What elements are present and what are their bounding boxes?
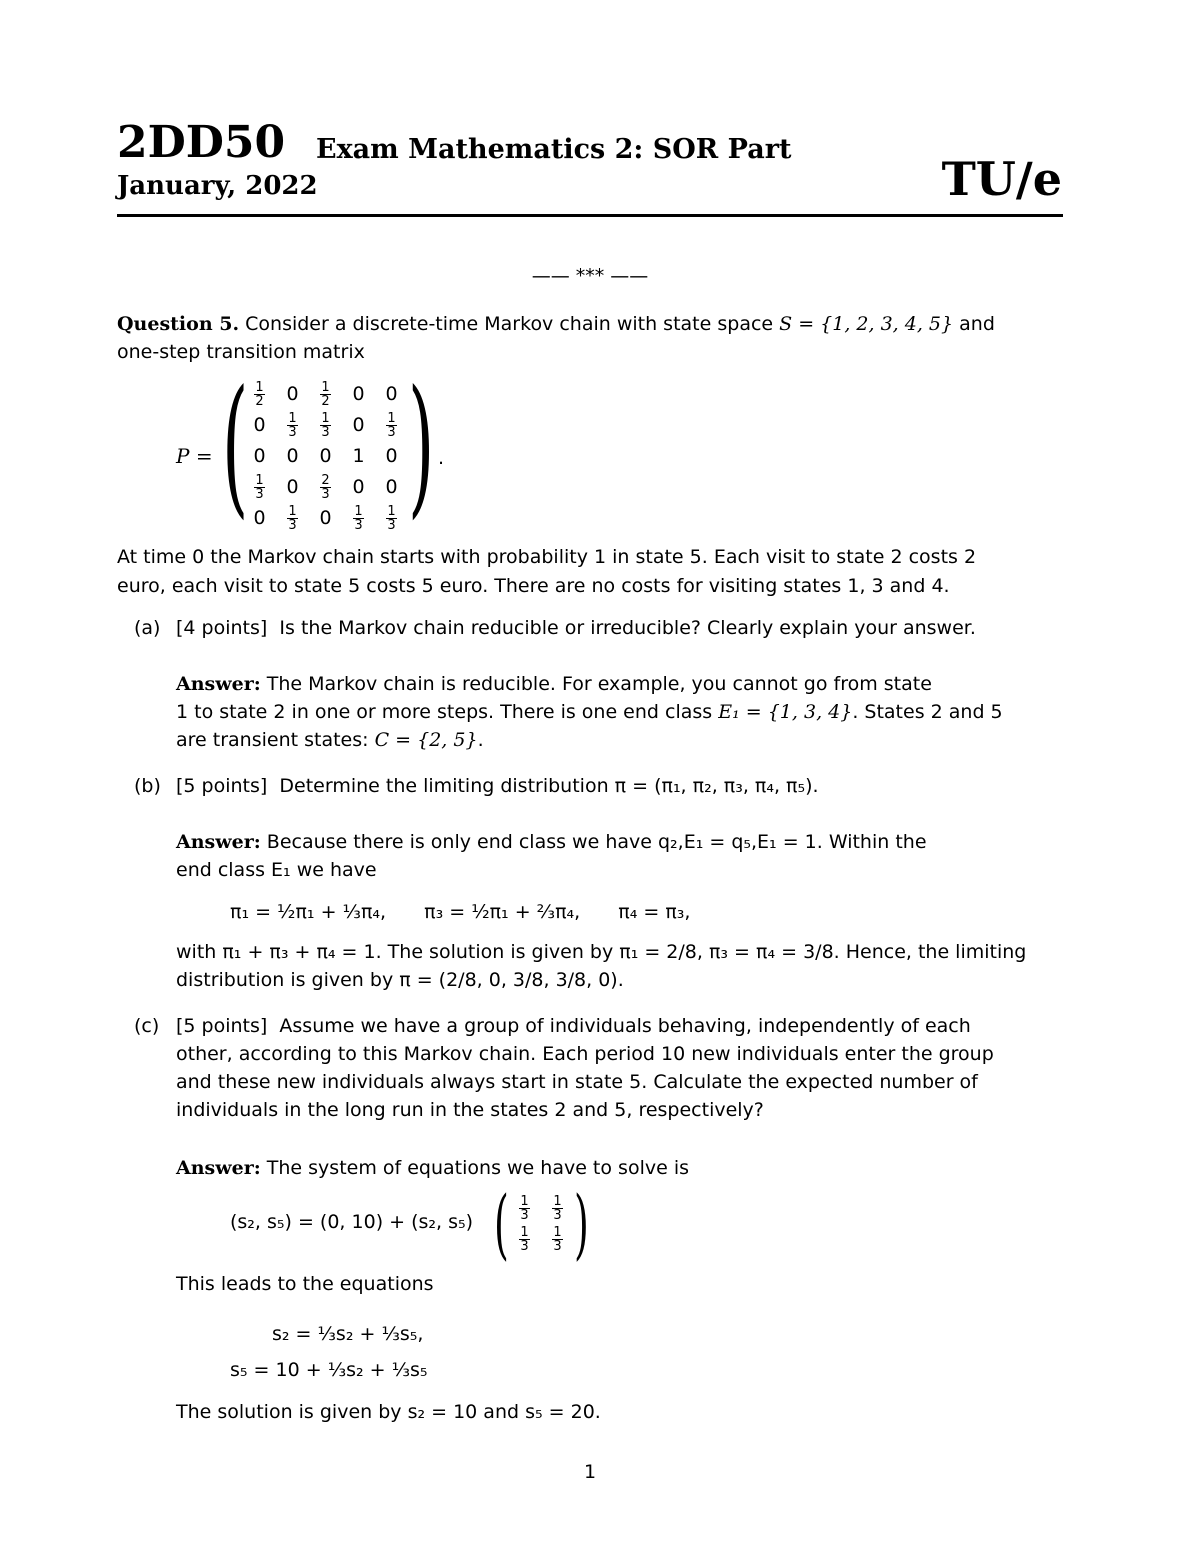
- part-c-label: (c): [134, 1015, 160, 1037]
- part-b-answer-text-1: Because there is only end class we have q₂,E₁ = q₅,E₁ = 1. Within the: [266, 831, 927, 853]
- system-matrix-cell: [541, 1192, 574, 1223]
- matrix-cell: 0: [286, 475, 299, 498]
- part-c-answer-1: [176, 1154, 689, 1182]
- matrix-cell: [309, 378, 342, 409]
- matrix-row: [243, 440, 408, 471]
- state-space: S = {1, 2, 3, 4, 5}: [779, 313, 954, 335]
- tue-logo: TU/e: [941, 152, 1062, 206]
- matrix-row: [243, 471, 408, 502]
- question-label: Question 5.: [117, 313, 240, 335]
- matrix-cell: 0: [286, 444, 299, 467]
- matrix-cell: [375, 502, 408, 533]
- matrix-cell: [309, 409, 342, 440]
- s2-equation: s₂ = ⅓s₂ + ⅓s₅,: [272, 1323, 424, 1345]
- fraction: $\frac{1}{3}$: [553, 1224, 562, 1254]
- matrix-cell: 0: [253, 506, 266, 529]
- fraction: $\frac{1}{3}$: [255, 472, 264, 502]
- matrix-cell: 0: [385, 382, 398, 405]
- matrix-name: P =: [176, 444, 213, 468]
- part-c-answer-text-1: The system of equations we have to solve is: [266, 1157, 690, 1179]
- matrix-cell: 0: [319, 506, 332, 529]
- system-lhs: (s₂, s₅) = (0, 10) + (s₂, s₅): [230, 1211, 474, 1233]
- context-line-1: At time 0 the Markov chain starts with probability 1 in state 5. Each visit to state 2 costs 2: [117, 546, 977, 568]
- system-matrix-cell: [541, 1223, 574, 1254]
- part-b-answer-label: Answer:: [176, 831, 261, 853]
- pi3-equation: π₃ = ½π₁ + ⅔π₄,: [424, 901, 581, 923]
- part-c-question-2: other, according to this Markov chain. Each period 10 new individuals enter the group: [176, 1043, 994, 1065]
- matrix-cell: 1: [352, 444, 365, 467]
- part-b-answer-2: end class E₁ we have: [176, 859, 377, 881]
- part-a-answer-text-3c: .: [477, 729, 484, 751]
- part-c-points: [5 points]: [176, 1015, 268, 1037]
- part-a-label: (a): [134, 617, 161, 639]
- matrix-left-paren: (: [222, 359, 249, 533]
- part-a-answer-text-2c: . States 2 and 5: [852, 701, 1003, 723]
- part-b-answer-4: distribution is given by π = (2/8, 0, 3/8, 3/8, 0).: [176, 969, 624, 991]
- fraction: $\frac{1}{3}$: [387, 503, 396, 533]
- part-a-question: [176, 614, 1063, 642]
- part-c-answer-3: The solution is given by s₂ = 10 and s₅ = 20.: [176, 1401, 601, 1423]
- part-c-answer-2: This leads to the equations: [176, 1273, 434, 1295]
- part-c-question-1: [176, 1012, 1063, 1040]
- matrix-row: [243, 409, 408, 440]
- matrix-row: [243, 502, 408, 533]
- fraction: $\frac{1}{3}$: [354, 503, 363, 533]
- part-a-answer-2: [176, 698, 1063, 726]
- fraction: $\frac{1}{3}$: [520, 1193, 529, 1223]
- fraction: $\frac{1}{2}$: [321, 379, 330, 409]
- part-c-question-3: and these new individuals always start in state 5. Calculate the expected number of: [176, 1071, 978, 1093]
- matrix-cell: [243, 471, 276, 502]
- matrix-cell: 0: [352, 475, 365, 498]
- matrix-row: [508, 1192, 574, 1223]
- s5-equation: s₅ = 10 + ⅓s₂ + ⅓s₅: [230, 1359, 428, 1381]
- matrix-cell: 0: [253, 413, 266, 436]
- part-a-text: Is the Markov chain reducible or irreducible? Clearly explain your answer.: [279, 617, 976, 639]
- matrix-cell: [243, 378, 276, 409]
- pi1-equation: π₁ = ½π₁ + ⅓π₄,: [230, 901, 387, 923]
- fraction: $\frac{1}{3}$: [520, 1224, 529, 1254]
- fraction: $\frac{1}{3}$: [321, 410, 330, 440]
- pi4-equation: π₄ = π₃,: [618, 901, 691, 923]
- matrix-right-paren: ): [408, 359, 435, 533]
- system-matrix: [508, 1192, 574, 1254]
- part-b-equations: [230, 898, 690, 926]
- exam-title: Exam Mathematics 2: SOR Part: [316, 134, 792, 165]
- part-a-points: [4 points]: [176, 617, 268, 639]
- part-b-question: [176, 772, 819, 800]
- matrix-cell: [375, 409, 408, 440]
- system-matrix-cell: [508, 1223, 541, 1254]
- matrix-end: .: [438, 447, 445, 469]
- matrix-cell: [276, 502, 309, 533]
- fraction: $\frac{1}{2}$: [255, 379, 264, 409]
- part-a-answer-text-3a: are transient states:: [176, 729, 369, 751]
- matrix-row: [508, 1223, 574, 1254]
- intro-and: and: [959, 313, 995, 335]
- part-a-answer-1: [176, 670, 1063, 698]
- system-left-paren: (: [494, 1179, 509, 1268]
- header-rule: [117, 214, 1063, 217]
- question-intro-line2: one-step transition matrix: [117, 341, 365, 363]
- question-intro: [117, 310, 1063, 338]
- context-line-2: euro, each visit to state 5 costs 5 euro. There are no costs for visiting states 1, 3 and 4.: [117, 575, 950, 597]
- part-a-answer-text-2a: 1 to state 2 in one or more steps. There is one end class: [176, 701, 713, 723]
- part-a-answer-3: [176, 726, 484, 754]
- part-a-answer-label: Answer:: [176, 673, 261, 695]
- part-b-answer-3: with π₁ + π₃ + π₄ = 1. The solution is given by π₁ = 2/8, π₃ = π₄ = 3/8. Hence, the limiting: [176, 941, 1027, 963]
- matrix-cell: [342, 502, 375, 533]
- end-class-set: E₁ = {1, 3, 4}: [718, 701, 853, 723]
- separator: —— *** ——: [531, 265, 649, 287]
- matrix-cell: 0: [385, 444, 398, 467]
- system-matrix-cell: [508, 1192, 541, 1223]
- part-b-text: Determine the limiting distribution π = (π₁, π₂, π₃, π₄, π₅).: [279, 775, 819, 797]
- matrix-cell: 0: [352, 413, 365, 436]
- fraction: $\frac{2}{3}$: [321, 472, 330, 502]
- question-intro-text: Consider a discrete-time Markov chain with state space: [245, 313, 774, 335]
- system-right-paren: ): [574, 1179, 589, 1268]
- part-b-answer-1: [176, 828, 1063, 856]
- part-c-text-1: Assume we have a group of individuals behaving, independently of each: [279, 1015, 971, 1037]
- page-number: 1: [583, 1461, 597, 1483]
- fraction: $\frac{1}{3}$: [288, 503, 297, 533]
- part-b-label: (b): [134, 775, 161, 797]
- fraction: $\frac{1}{3}$: [288, 410, 297, 440]
- matrix-cell: 0: [253, 444, 266, 467]
- matrix-row: [243, 378, 408, 409]
- fraction: $\frac{1}{3}$: [387, 410, 396, 440]
- part-c-question-4: individuals in the long run in the states 2 and 5, respectively?: [176, 1099, 764, 1121]
- matrix-cell: 0: [385, 475, 398, 498]
- part-c-answer-label: Answer:: [176, 1157, 261, 1179]
- exam-date: January, 2022: [117, 171, 318, 201]
- part-b-points: [5 points]: [176, 775, 268, 797]
- matrix-cell: [309, 471, 342, 502]
- matrix-cell: 0: [352, 382, 365, 405]
- transient-set: C = {2, 5}: [374, 729, 478, 751]
- fraction: $\frac{1}{3}$: [553, 1193, 562, 1223]
- matrix-cell: 0: [319, 444, 332, 467]
- matrix-cell: 0: [286, 382, 299, 405]
- part-a-answer-text-1: The Markov chain is reducible. For example, you cannot go from state: [266, 673, 932, 695]
- transition-matrix: [243, 378, 408, 533]
- course-code: 2DD50: [117, 117, 286, 168]
- matrix-cell: [276, 409, 309, 440]
